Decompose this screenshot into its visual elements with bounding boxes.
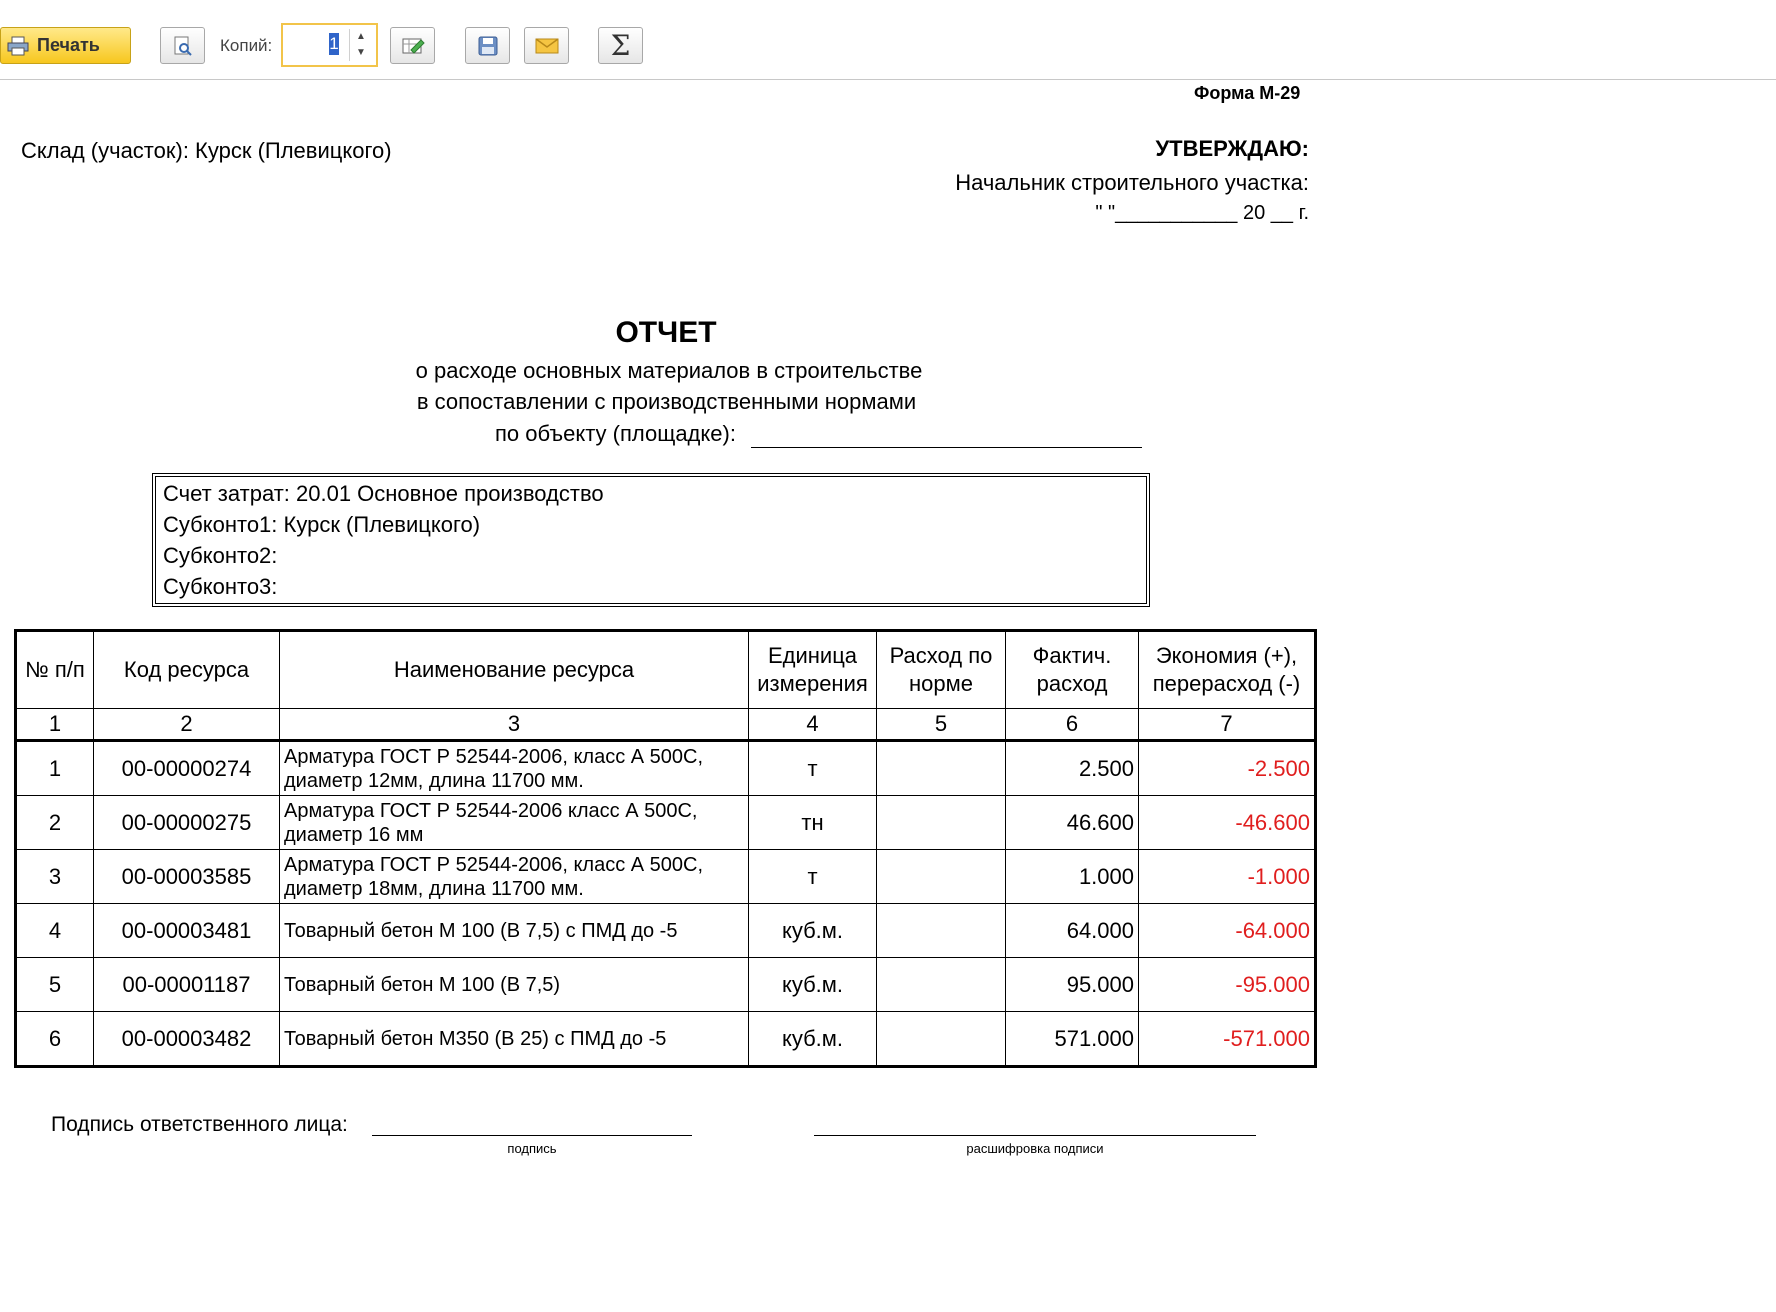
column-number: 5 (877, 709, 1006, 741)
signature-line (372, 1135, 692, 1136)
subconto-3-line: Субконто3: (163, 574, 278, 599)
cell-code: 00-00000274 (94, 741, 280, 796)
cell-num: 6 (16, 1012, 94, 1067)
column-number: 3 (280, 709, 749, 741)
cell-num: 5 (16, 958, 94, 1012)
toolbar (0, 0, 1776, 80)
cell-name: Товарный бетон М 100 (В 7,5) (280, 958, 749, 1012)
cell-fact: 64.000 (1006, 904, 1139, 958)
cell-norm (877, 904, 1006, 958)
cell-unit: куб.м. (749, 1012, 877, 1067)
signature-decode-line (814, 1135, 1256, 1136)
copies-spinner[interactable] (349, 29, 372, 61)
cell-num: 1 (16, 741, 94, 796)
subconto-1-line: Субконто1: Курск (Плевицкого) (163, 512, 481, 537)
header-unit: Единица измерения (749, 631, 877, 709)
cell-code: 00-00000275 (94, 796, 280, 850)
cell-code: 00-00001187 (94, 958, 280, 1012)
copies-label: Копий: (220, 36, 273, 55)
header-code: Код ресурса (94, 631, 280, 709)
sigma-icon: Σ (610, 29, 631, 62)
cell-fact: 1.000 (1006, 850, 1139, 904)
cell-num: 4 (16, 904, 94, 958)
table-row (16, 904, 1316, 958)
cell-fact: 571.000 (1006, 1012, 1139, 1067)
column-number: 7 (1139, 709, 1316, 741)
signature-label: Подпись ответственного лица: (51, 1113, 348, 1136)
signature-decode-caption: расшифровка подписи (966, 1141, 1104, 1156)
cell-fact: 2.500 (1006, 741, 1139, 796)
header-diff: Экономия (+), перерасход (-) (1139, 631, 1316, 709)
cell-diff: -1.000 (1139, 850, 1316, 904)
header-name: Наименование ресурса (280, 631, 749, 709)
save-button[interactable] (465, 27, 510, 64)
cell-num: 2 (16, 796, 94, 850)
cell-diff: -571.000 (1139, 1012, 1316, 1067)
subconto-2-line: Субконто2: (163, 543, 278, 568)
cell-norm (877, 796, 1006, 850)
edit-document-button[interactable] (390, 27, 435, 64)
cell-code: 00-00003482 (94, 1012, 280, 1067)
warehouse-label: Склад (участок): Курск (Плевицкого) (21, 138, 392, 163)
cell-unit: т (749, 741, 877, 796)
cell-name: Арматура ГОСТ Р 52544-2006 класс А 500С, диаметр 16 мм (280, 796, 749, 850)
approval-date-line: " "___________ 20 __ г. (1095, 202, 1309, 224)
column-number: 6 (1006, 709, 1139, 741)
cell-name: Арматура ГОСТ Р 52544-2006, класс А 500С, диаметр 12мм, длина 11700 мм. (280, 741, 749, 796)
print-button[interactable] (0, 27, 131, 64)
account-line: Счет затрат: 20.01 Основное производство (163, 481, 604, 506)
materials-table (14, 629, 1317, 1068)
edit-table-icon (401, 35, 425, 57)
table-row (16, 850, 1316, 904)
cell-norm (877, 741, 1006, 796)
cell-fact: 46.600 (1006, 796, 1139, 850)
cell-diff: -64.000 (1139, 904, 1316, 958)
floppy-disk-icon (477, 35, 499, 57)
page-preview-icon (172, 35, 194, 57)
envelope-icon (535, 37, 559, 55)
cell-unit: т (749, 850, 877, 904)
sum-button[interactable] (598, 27, 643, 64)
column-number: 1 (16, 709, 94, 741)
cell-unit: куб.м. (749, 958, 877, 1012)
object-label: по объекту (площадке): (495, 421, 736, 446)
table-row (16, 1012, 1316, 1067)
cell-name: Арматура ГОСТ Р 52544-2006, класс А 500С, диаметр 18мм, длина 11700 мм. (280, 850, 749, 904)
report-subtitle-1: о расходе основных материалов в строительстве (415, 358, 923, 383)
column-number: 4 (749, 709, 877, 741)
cell-diff: -95.000 (1139, 958, 1316, 1012)
preview-button[interactable] (160, 27, 205, 64)
approve-heading: УТВЕРЖДАЮ: (1155, 136, 1309, 161)
cell-norm (877, 958, 1006, 1012)
report-title: ОТЧЕТ (615, 316, 717, 349)
cell-fact: 95.000 (1006, 958, 1139, 1012)
chief-label: Начальник строительного участка: (955, 170, 1309, 195)
table-header-row (16, 631, 1316, 709)
account-box (155, 476, 1147, 604)
copies-value: 1 (329, 34, 339, 53)
send-email-button[interactable] (524, 27, 569, 64)
cell-num: 3 (16, 850, 94, 904)
cell-name: Товарный бетон М350 (В 25) с ПМД до -5 (280, 1012, 749, 1067)
object-blank-line (751, 447, 1142, 448)
table-row (16, 741, 1316, 796)
column-number-row (16, 709, 1316, 741)
table-row (16, 796, 1316, 850)
cell-diff: -46.600 (1139, 796, 1316, 850)
header-num: № п/п (16, 631, 94, 709)
cell-diff: -2.500 (1139, 741, 1316, 796)
cell-unit: тн (749, 796, 877, 850)
signature-caption: подпись (507, 1141, 557, 1156)
form-code: Форма М-29 (1194, 83, 1301, 103)
cell-norm (877, 850, 1006, 904)
cell-code: 00-00003481 (94, 904, 280, 958)
column-number: 2 (94, 709, 280, 741)
print-button-label: Печать (37, 35, 100, 55)
spin-down-icon[interactable]: ▼ (356, 47, 366, 58)
table-row (16, 958, 1316, 1012)
spin-up-icon[interactable]: ▲ (356, 31, 366, 42)
report-subtitle-2: в сопоставлении с производственными нормами (416, 389, 917, 414)
cell-name: Товарный бетон М 100 (В 7,5) с ПМД до -5 (280, 904, 749, 958)
printer-icon (7, 36, 29, 56)
header-norm: Расход по норме (877, 631, 1006, 709)
copies-input[interactable] (281, 23, 378, 67)
header-fact: Фактич. расход (1006, 631, 1139, 709)
cell-norm (877, 1012, 1006, 1067)
cell-code: 00-00003585 (94, 850, 280, 904)
cell-unit: куб.м. (749, 904, 877, 958)
